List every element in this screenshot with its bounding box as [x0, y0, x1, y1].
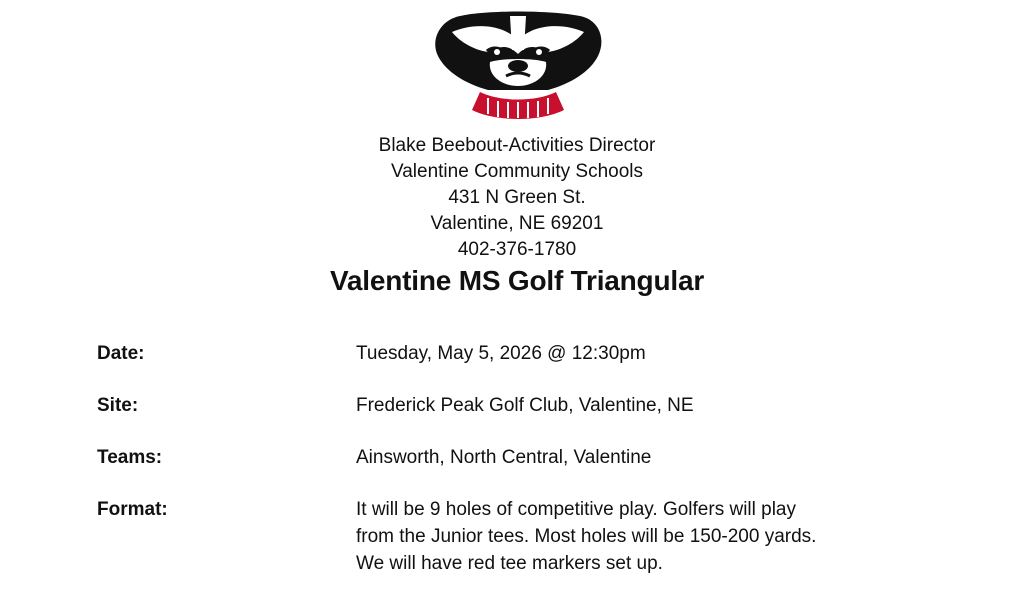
page-title: Valentine MS Golf Triangular [329, 265, 705, 296]
site-value: Frederick Peak Golf Club, Valentine, NE [356, 395, 694, 416]
site-label: Site: [97, 395, 139, 416]
city-state-zip-line: Valentine, NE 69201 [430, 213, 604, 234]
format-line: from the Junior tees. Most holes will be 150-200 yards. [356, 526, 817, 547]
badger-mascot-logo [430, 10, 606, 122]
contact-header [0, 133, 1024, 263]
teams-label: Teams: [97, 447, 163, 468]
format-line: We will have red tee markers set up. [356, 553, 663, 574]
badger-head-icon [430, 10, 606, 122]
format-label: Format: [97, 499, 168, 520]
format-line: It will be 9 holes of competitive play. Golfers will play [356, 499, 796, 520]
contact-name-line: Blake Beebout-Activities Director [378, 135, 656, 156]
phone-number-line: 402-376-1780 [457, 239, 577, 260]
street-address-line: 431 N Green St. [448, 187, 586, 208]
format-value [356, 496, 916, 577]
school-name-line: Valentine Community Schools [390, 161, 644, 182]
date-label: Date: [97, 343, 145, 364]
teams-value: Ainsworth, North Central, Valentine [356, 447, 652, 468]
date-value: Tuesday, May 5, 2026 @ 12:30pm [356, 343, 646, 364]
